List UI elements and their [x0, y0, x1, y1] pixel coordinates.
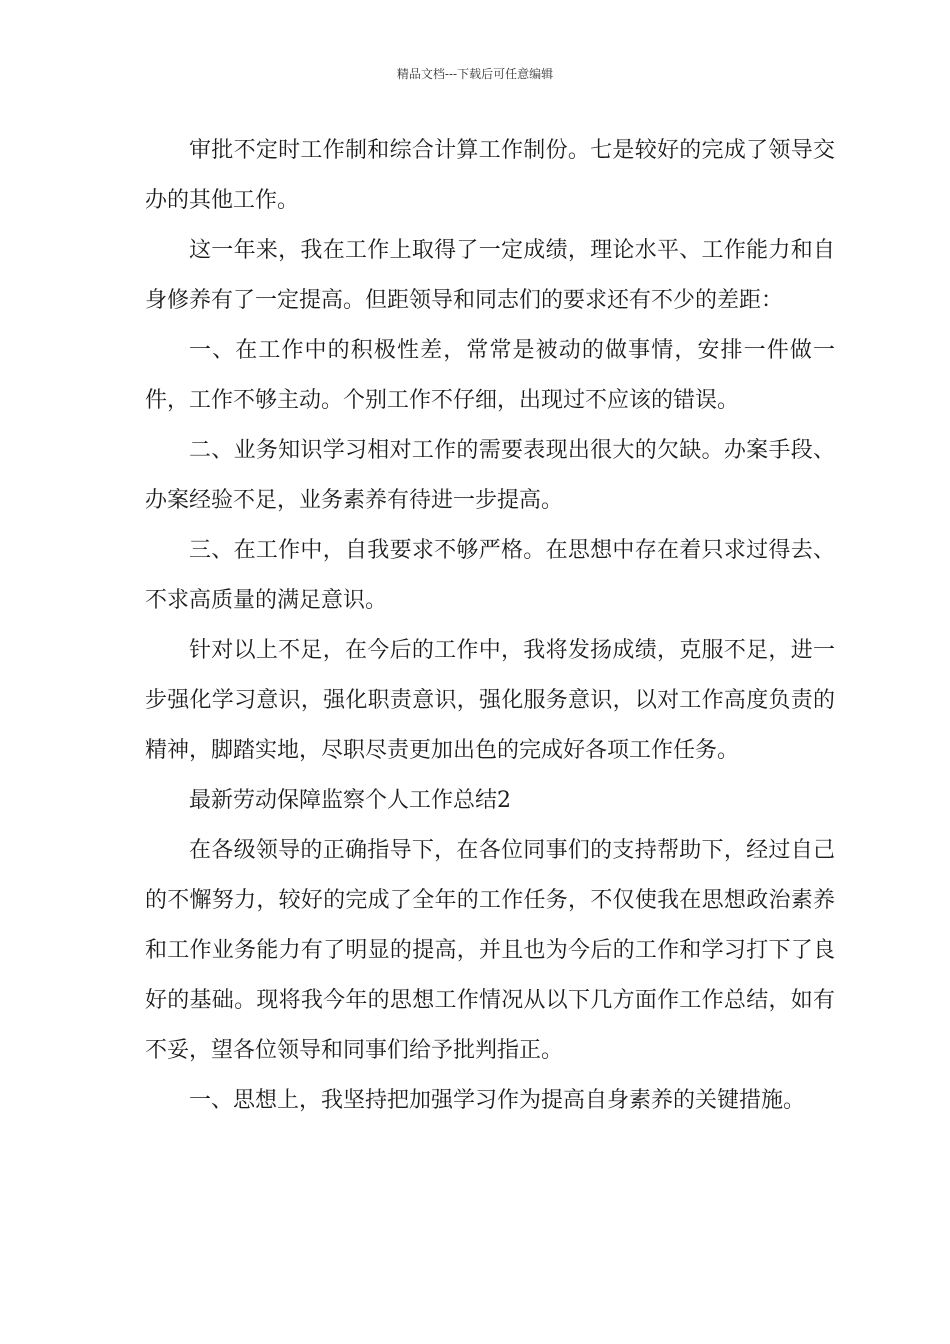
paragraph-3: 一、在工作中的积极性差，常常是被动的做事情，安排一件做一件，工作不够主动。个别工作不仔细，出现过不应该的错误。: [145, 338, 835, 413]
paragraph-8: 一、思想上，我坚持把加强学习作为提高自身素养的关键措施。: [189, 1088, 806, 1113]
paragraph-6: 针对以上不足，在今后的工作中，我将发扬成绩，克服不足，进一步强化学习意识，强化职责意识，强化服务意识，以对工作高度负责的精神，脚踏实地，尽职尽责更加出色的完成好各项工作任务。: [145, 638, 835, 763]
paragraph-5: 三、在工作中，自我要求不够严格。在思想中存在着只求过得去、不求高质量的满足意识。: [145, 538, 835, 613]
paragraph-4: 二、业务知识学习相对工作的需要表现出很大的欠缺。办案手段、办案经验不足，业务素养有待进一步提高。: [145, 438, 835, 513]
document-body: [145, 126, 835, 1126]
section-heading: 最新劳动保障监察个人工作总结2: [189, 788, 511, 813]
paragraph-2: 这一年来，我在工作上取得了一定成绩，理论水平、工作能力和自身修养有了一定提高。但距领导和同志们的要求还有不少的差距：: [145, 238, 835, 313]
paragraph-1: 审批不定时工作制和综合计算工作制份。七是较好的完成了领导交办的其他工作。: [145, 138, 835, 213]
page-header: 精品文档---下载后可任意编辑: [396, 67, 554, 81]
paragraph-7: 在各级领导的正确指导下，在各位同事们的支持帮助下，经过自己的不懈努力，较好的完成了全年的工作任务，不仅使我在思想政治素养和工作业务能力有了明显的提高，并且也为今后的工作和学习打下了良好的基础。现将我今年的思想工作情况从以下几方面作工作总结，如有不妥，望各位领导和同事们给予批判指正。: [145, 838, 835, 1063]
